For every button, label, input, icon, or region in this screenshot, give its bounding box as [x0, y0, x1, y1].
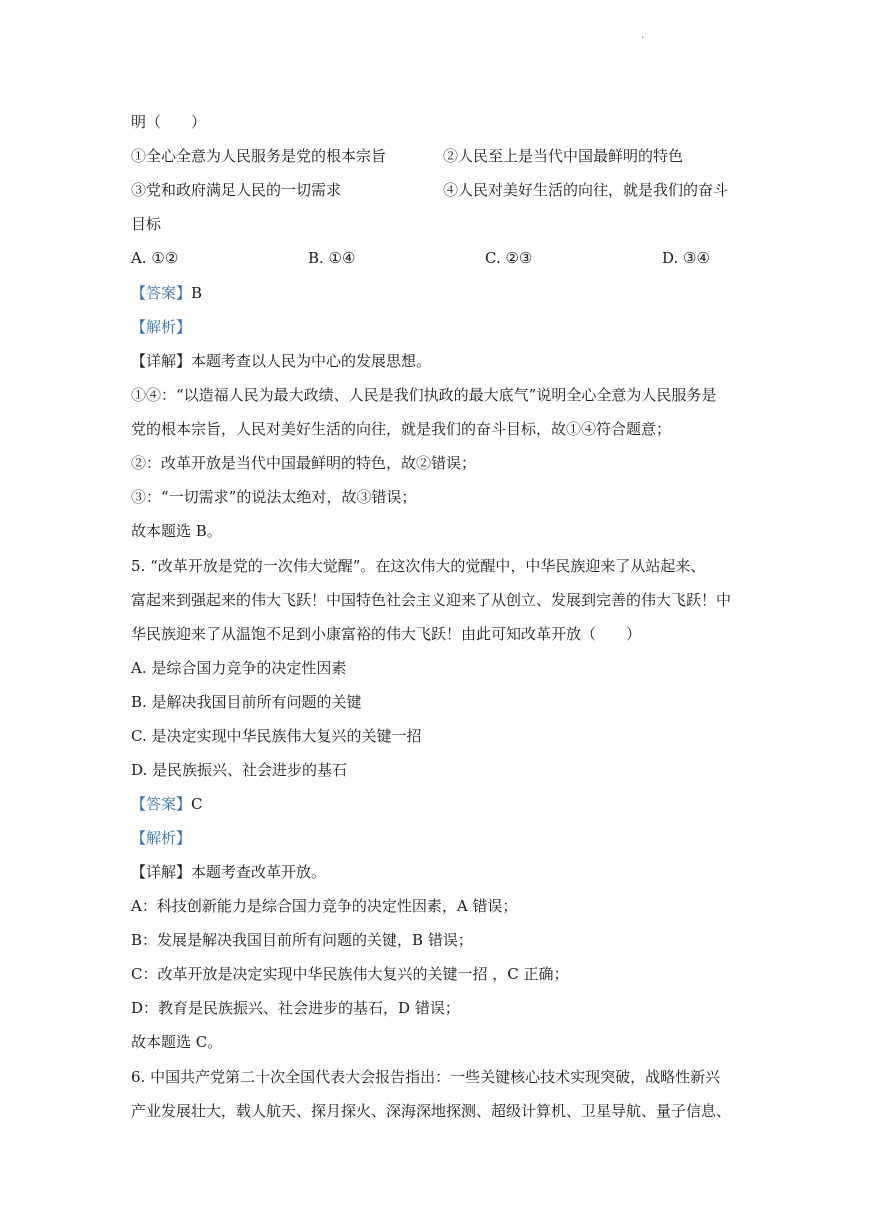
q4-conclusion: 故本题选 B。: [131, 522, 222, 540]
q4-option-c: C. ②③: [485, 249, 533, 267]
q5-explanation-a: A：科技创新能力是综合国力竞争的决定性因素，A 错误；: [131, 897, 518, 915]
q4-item-2: ②人民至上是当代中国最鲜明的特色: [443, 147, 684, 165]
q5-option-b: B. 是解决我国目前所有问题的关键: [131, 693, 362, 711]
q5-stem-1: 5. “改革开放是党的一次伟大觉醒”。在这次伟大的觉醒中，中华民族迎来了从站起来、: [131, 557, 706, 575]
q4-option-d: D. ③④: [662, 249, 710, 267]
q4-explanation-2: ②：改革开放是当代中国最鲜明的特色，故②错误；: [131, 454, 477, 472]
detail-text: 本题考查以人民为中心的发展思想。: [191, 352, 432, 370]
detail-label: 【详解】: [131, 352, 192, 370]
q4-item-1: ①全心全意为人民服务是党的根本宗旨: [131, 147, 387, 165]
q4-answer: [131, 283, 741, 303]
detail-label: 【详解】: [131, 863, 192, 881]
q5-explanation-c: C：改革开放是决定实现中华民族伟大复兴的关键一招 ，C 正确；: [131, 965, 569, 983]
q5-analysis-label: 【解析】: [131, 829, 192, 847]
answer-value: C: [191, 795, 203, 813]
q4-explanation-3: ③：“一切需求”的说法太绝对，故③错误；: [131, 488, 417, 506]
detail-text: 本题考查改革开放。: [191, 863, 327, 881]
answer-value: B: [191, 284, 203, 302]
q4-detail: [131, 351, 741, 371]
q5-explanation-b: B：发展是解决我国目前所有问题的关键，B 错误；: [131, 931, 473, 949]
q5-answer: [131, 794, 741, 814]
q5-option-a: A. 是综合国力竞争的决定性因素: [131, 659, 347, 677]
q5-detail: [131, 862, 741, 882]
q4-option-a: A. ①②: [131, 249, 179, 267]
q5-stem-3: 华民族迎来了从温饱不足到小康富裕的伟大飞跃！由此可知改革开放（ ）: [131, 625, 642, 643]
q4-item-3: ③党和政府满足人民的一切需求: [131, 181, 342, 199]
q5-conclusion: 故本题选 C。: [131, 1033, 223, 1051]
q6-stem-1: 6. 中国共产党第二十次全国代表大会报告指出：一些关键核心技术实现突破，战略性新兴: [131, 1068, 721, 1086]
q4-item-4: ④人民对美好生活的向往，就是我们的奋斗: [443, 181, 729, 199]
answer-label: 【答案】: [131, 795, 192, 813]
page-marker: .: [641, 30, 645, 41]
q4-explanation-1a: ①④：“以造福人民为最大政绩、人民是我们执政的最大底气”说明全心全意为人民服务是: [131, 386, 717, 404]
q5-option-c: C. 是决定实现中华民族伟大复兴的关键一招: [131, 727, 422, 745]
q4-explanation-1b: 党的根本宗旨，人民对美好生活的向往，就是我们的奋斗目标，故①④符合题意；: [131, 420, 672, 438]
q4-analysis-label: 【解析】: [131, 318, 192, 336]
q5-explanation-d: D：教育是民族振兴、社会进步的基石，D 错误；: [131, 999, 460, 1017]
q5-stem-2: 富起来到强起来的伟大飞跃！中国特色社会主义迎来了从创立、发展到完善的伟大飞跃！中: [131, 591, 732, 609]
q6-stem-2: 产业发展壮大，载人航天、探月探火、深海深地探测、超级计算机、卫星导航、量子信息、: [131, 1102, 732, 1120]
q4-item-4-cont: 目标: [131, 215, 162, 233]
q5-option-d: D. 是民族振兴、社会进步的基石: [131, 761, 348, 779]
answer-label: 【答案】: [131, 284, 192, 302]
q4-stem-end: 明（ ）: [131, 113, 207, 131]
q4-option-b: B. ①④: [308, 249, 356, 267]
